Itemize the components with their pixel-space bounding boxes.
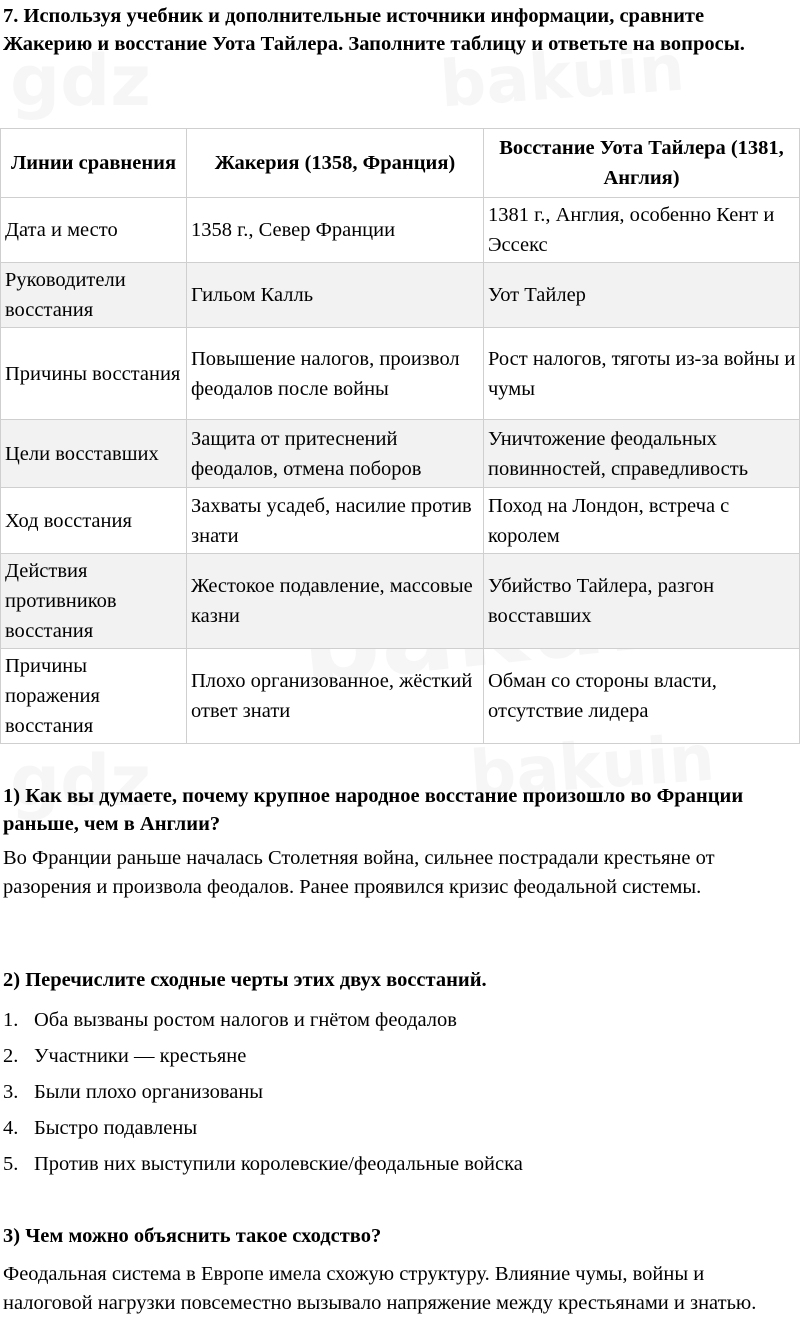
table-row bbox=[1, 554, 800, 649]
row-label: Руководители восстания bbox=[1, 263, 187, 328]
jacquerie-cell: Защита от притеснений феодалов, отмена поборов bbox=[187, 420, 484, 488]
similarities-list bbox=[0, 1002, 523, 1182]
table-row bbox=[1, 488, 800, 554]
row-label: Действия противников восстания bbox=[1, 554, 187, 649]
row-label: Цели восставших bbox=[1, 420, 187, 488]
list-text: Участники — крестьяне bbox=[34, 1045, 247, 1067]
table-row bbox=[1, 263, 800, 328]
tyler-cell: Рост налогов, тяготы из-за войны и чумы bbox=[484, 328, 800, 420]
list-item bbox=[0, 1110, 523, 1146]
list-text: Оба вызваны ростом налогов и гнётом феодалов bbox=[34, 1009, 457, 1031]
tyler-cell: Уот Тайлер bbox=[484, 263, 800, 328]
jacquerie-cell: Повышение налогов, произвол феодалов после войны bbox=[187, 328, 484, 420]
table-row bbox=[1, 198, 800, 263]
header-cell: Восстание Уота Тайлера (1381, Англия) bbox=[484, 129, 800, 198]
answer-3: Феодальная система в Европе имела схожую структуру. Влияние чумы, войны и налоговой нагрузки повсеместно вызывало напряжение между крестьянами и знатью. bbox=[3, 1263, 757, 1314]
tyler-cell: Убийство Тайлера, разгон восставших bbox=[484, 554, 800, 649]
tyler-cell: Уничтожение феодальных повинностей, справедливость bbox=[484, 420, 800, 488]
table-header-row bbox=[1, 129, 800, 198]
question-2: 2) Перечислите сходные черты этих двух восстаний. bbox=[3, 969, 487, 991]
question-1: 1) Как вы думаете, почему крупное народное восстание произошло во Франции раньше, чем в Англии? bbox=[3, 785, 744, 835]
comparison-table bbox=[0, 128, 800, 744]
list-text: Против них выступили королевские/феодальные войска bbox=[34, 1153, 523, 1175]
table-row bbox=[1, 328, 800, 420]
jacquerie-cell: Захваты усадеб, насилие против знати bbox=[187, 488, 484, 554]
list-number: 1. bbox=[3, 1009, 19, 1031]
jacquerie-cell: Жестокое подавление, массовые казни bbox=[187, 554, 484, 649]
list-item bbox=[0, 1146, 523, 1182]
header-cell: Линии сравнения bbox=[1, 129, 187, 198]
list-item bbox=[0, 1074, 523, 1110]
tyler-cell: Поход на Лондон, встреча с королем bbox=[484, 488, 800, 554]
row-label: Причины поражения восстания bbox=[1, 649, 187, 744]
table-row bbox=[1, 420, 800, 488]
tyler-cell: 1381 г., Англия, особенно Кент и Эссекс bbox=[484, 198, 800, 263]
list-number: 5. bbox=[3, 1153, 19, 1175]
jacquerie-cell: Гильом Калль bbox=[187, 263, 484, 328]
task-title: 7. Используя учебник и дополнительные источники информации, сравните Жакерию и восстание Уота Тайлера. Заполните таблицу и ответьте на вопросы. bbox=[3, 5, 745, 55]
row-label: Ход восстания bbox=[1, 488, 187, 554]
list-item bbox=[0, 1038, 523, 1074]
list-number: 4. bbox=[3, 1117, 19, 1139]
list-number: 2. bbox=[3, 1045, 19, 1067]
row-label: Причины восстания bbox=[1, 328, 187, 420]
jacquerie-cell: Плохо организованное, жёсткий ответ знати bbox=[187, 649, 484, 744]
list-number: 3. bbox=[3, 1081, 19, 1103]
answer-1: Во Франции раньше началась Столетняя война, сильнее пострадали крестьяне от разорения и произвола феодалов. Ранее проявился кризис феодальной системы. bbox=[3, 847, 715, 898]
row-label: Дата и место bbox=[1, 198, 187, 263]
header-cell: Жакерия (1358, Франция) bbox=[187, 129, 484, 198]
list-item bbox=[0, 1002, 523, 1038]
list-text: Быстро подавлены bbox=[34, 1117, 198, 1139]
question-3: 3) Чем можно объяснить такое сходство? bbox=[3, 1225, 382, 1247]
jacquerie-cell: 1358 г., Север Франции bbox=[187, 198, 484, 263]
list-text: Были плохо организованы bbox=[34, 1081, 264, 1103]
table-row bbox=[1, 649, 800, 744]
tyler-cell: Обман со стороны власти, отсутствие лидера bbox=[484, 649, 800, 744]
